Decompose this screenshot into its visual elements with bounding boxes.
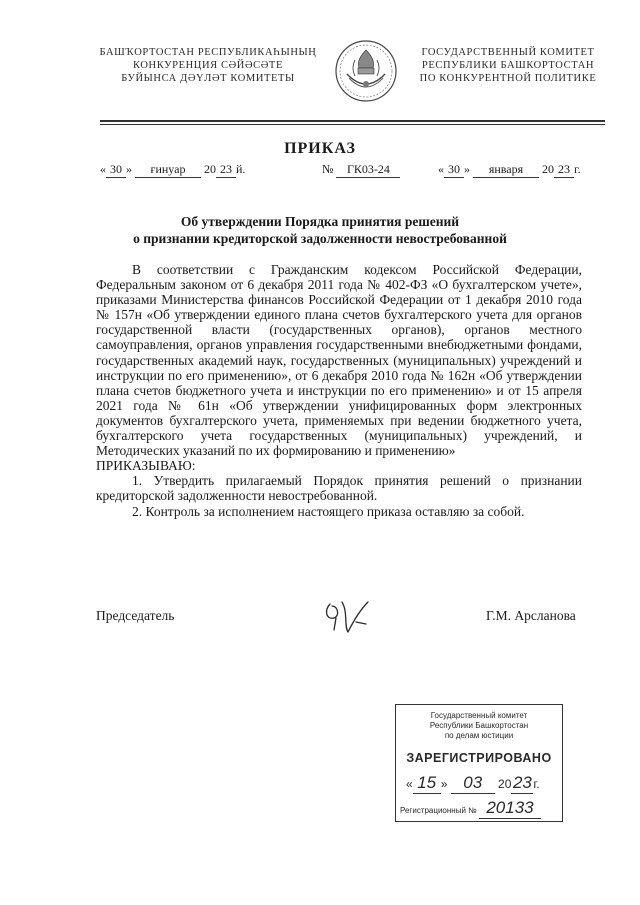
stamp-year-prefix: 20 (498, 777, 512, 791)
stamp-day: 15 (413, 773, 441, 794)
document-body (96, 262, 582, 519)
registration-stamp (395, 704, 563, 822)
stamp-year-suffix: г. (533, 777, 540, 791)
number-value: ГК03-24 (336, 162, 400, 178)
handwritten-signature (322, 596, 378, 636)
stamp-reg-label: Регистрационный № (400, 806, 477, 815)
header-left-line: КОНКУРЕНЦИЯ СӘЙӘСӘТЕ (133, 60, 283, 71)
date-left-year: 23 (216, 162, 236, 178)
header-separator-thin (100, 124, 605, 125)
stamp-year: 23 (512, 773, 532, 792)
header-right-org (408, 46, 608, 85)
stamp-reg-number (400, 798, 541, 819)
header-separator (100, 120, 605, 122)
document-title: ПРИКАЗ (284, 140, 356, 157)
header-right-line: ГОСУДАРСТВЕННЫЙ КОМИТЕТ (421, 47, 595, 58)
date-right-month: января (473, 162, 539, 178)
header-left-org (88, 46, 328, 85)
date-left-suffix: й. (236, 162, 246, 176)
stamp-month: 03 (451, 773, 495, 794)
header-left-line: БУЙЫНСА ДӘҮЛӘТ КОМИТЕТЫ (121, 73, 295, 84)
heading-line: о признании кредиторской задолженности невостребованной (133, 231, 507, 246)
stamp-org-line: Государственный комитет (430, 711, 528, 720)
stamp-org-line: Республики Башкортостан (429, 721, 529, 730)
signatory-name: Г.М. Арсланова (486, 608, 576, 623)
stamp-org (396, 711, 562, 741)
order-word: ПРИКАЗЫВАЮ: (96, 458, 196, 474)
stamp-date: « 15 » 03 2023 г. (406, 773, 540, 792)
preamble-paragraph: В соответствии с Гражданским кодексом Российской Федерации, Федеральным законом от 6 декабря 2011 года № 402-ФЗ «О бухгалтерском учете», приказами Министерства финансов Российской Федерации от 1 декабря 2010 года № 157н «Об утверждении единого плана счетов бухгалтерского учета для органов государственной власти (государственных органов), органов местного самоуправления, органов управления государственными внебюджетными фондами, государственных академий наук, государственных (муниципальных) учреждений и инструкции по его применению», от 6 декабря 2010 года № 162н «Об утверждении плана счетов бюджетного учета и инструкции по его применению» и от 15 апреля 2021 года № 61н «Об утверждении унифицированных форм электронных документов бухгалтерского учета, применяемых при ведении бюджетного учета, бухгалтерского учета государственных (муниципальных) учреждений, и Методических указаний по их формированию и применению» (96, 262, 582, 459)
date-right-day: 30 (444, 162, 464, 178)
order-item: 2. Контроль за исполнением настоящего приказа оставляю за собой. (132, 503, 525, 519)
document-heading (0, 213, 640, 247)
document-number (322, 162, 400, 178)
date-right-suffix: г. (574, 162, 581, 176)
signatory-position: Председатель (96, 608, 175, 623)
header-left-line: БАШҠОРТОСТАН РЕСПУБЛИКАҺЫНЫҢ (99, 47, 317, 58)
heading-line: Об утверждении Порядка принятия решений (180, 214, 460, 229)
header-right-line: ПО КОНКУРЕНТНОЙ ПОЛИТИКЕ (419, 73, 597, 84)
coat-of-arms-icon (333, 38, 399, 104)
date-right-year: 23 (554, 162, 574, 178)
date-left: « 30 » ғинуар 20 23 й. (100, 162, 246, 176)
stamp-org-line: по делам юстиции (444, 731, 514, 740)
stamp-registered: ЗАРЕГИСТРИРОВАНО (406, 751, 552, 765)
date-left-month: ғинуар (135, 162, 201, 178)
date-left-day: 30 (106, 162, 126, 178)
header-right-line: РЕСПУБЛИКИ БАШКОРТОСТАН (421, 60, 595, 71)
date-right: « 30 » января 20 23 г. (438, 162, 581, 176)
stamp-reg-value: 20133 (479, 798, 541, 819)
order-item: 1. Утвердить прилагаемый Порядок принятия решений о признании кредиторской задолженности невостребованной. (96, 473, 582, 504)
number-prefix: № (322, 162, 334, 176)
